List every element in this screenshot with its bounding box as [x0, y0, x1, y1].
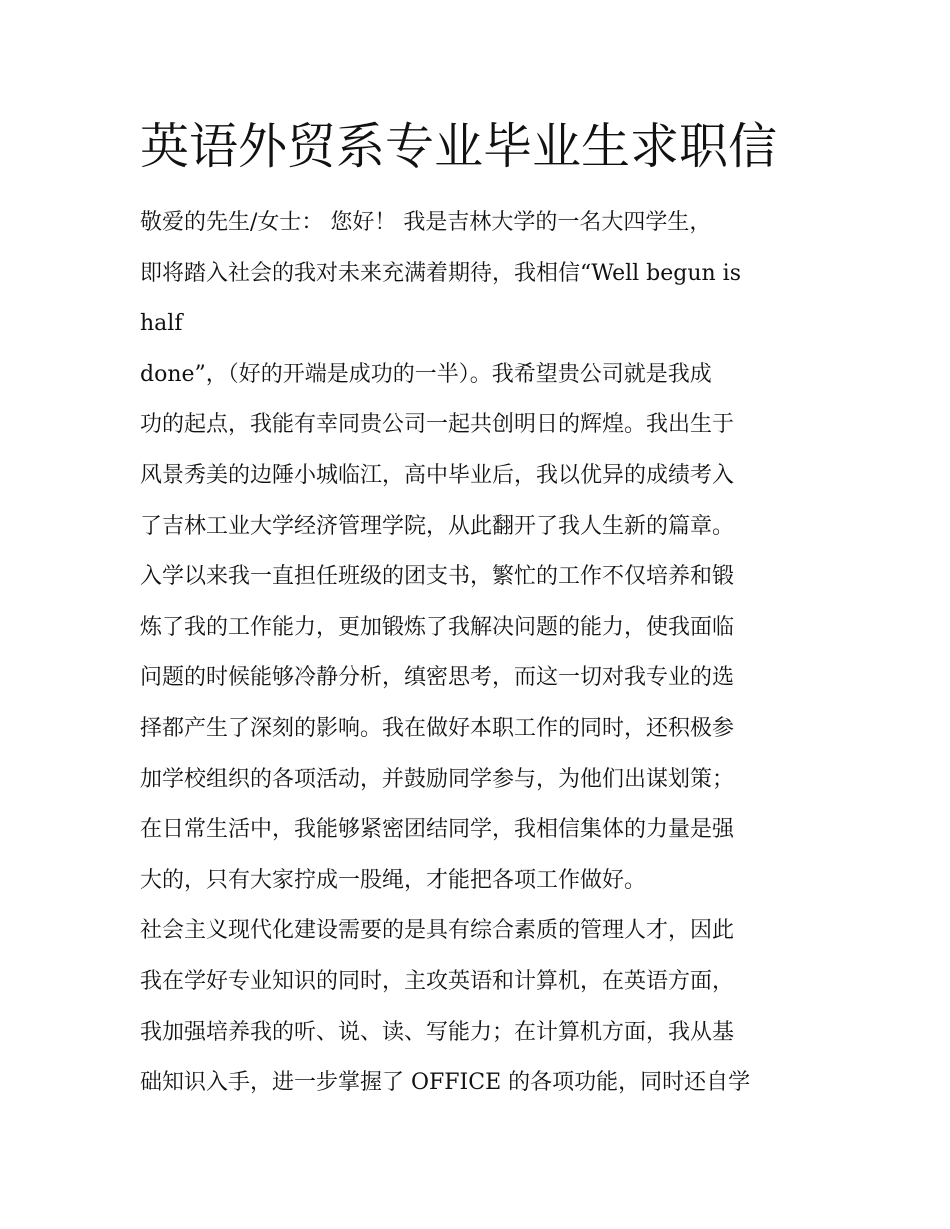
- body-line: 大的，只有大家拧成一股绳，才能把各项工作做好。: [140, 867, 647, 893]
- body-line: done”，（好的开端是成功的一半）。我希望贵公司就是我成: [140, 361, 712, 387]
- document-title: 英语外贸系专业毕业生求职信: [140, 118, 778, 175]
- body-line: 入学以来我一直担任班级的团支书，繁忙的工作不仅培养和锻: [140, 564, 735, 590]
- body-line: 即将踏入社会的我对未来充满着期待，我相信“Well begun is: [140, 260, 741, 286]
- body-line: 础知识入手，进一步掌握了 OFFICE 的各项功能，同时还自学: [140, 1070, 751, 1096]
- body-line: 我加强培养我的听、说、读、写能力；在计算机方面，我从基: [140, 1019, 735, 1045]
- body-line: 功的起点，我能有幸同贵公司一起共创明日的辉煌。我出生于: [140, 412, 735, 438]
- body-line: 在日常生活中，我能够紧密团结同学，我相信集体的力量是强: [140, 817, 735, 843]
- body-line: 炼了我的工作能力，更加锻炼了我解决问题的能力，使我面临: [140, 614, 735, 640]
- document-body: [140, 198, 820, 1109]
- body-line: 社会主义现代化建设需要的是具有综合素质的管理人才，因此: [140, 918, 735, 944]
- body-line: 敬爱的先生/女士： 您好！ 我是吉林大学的一名大四学生，: [140, 210, 712, 235]
- body-line: 择都产生了深刻的影响。我在做好本职工作的同时，还积极参: [140, 715, 735, 741]
- body-line: half: [140, 311, 183, 337]
- body-line: 加学校组织的各项活动，并鼓励同学参与，为他们出谋划策；: [140, 766, 735, 792]
- body-line: 了吉林工业大学经济管理学院，从此翻开了我人生新的篇章。: [140, 513, 735, 539]
- body-line: 我在学好专业知识的同时，主攻英语和计算机，在英语方面，: [140, 968, 735, 994]
- body-line: 问题的时候能够冷静分析，缜密思考，而这一切对我专业的选: [140, 665, 735, 691]
- body-line: 风景秀美的边陲小城临江，高中毕业后，我以优异的成绩考入: [140, 462, 735, 488]
